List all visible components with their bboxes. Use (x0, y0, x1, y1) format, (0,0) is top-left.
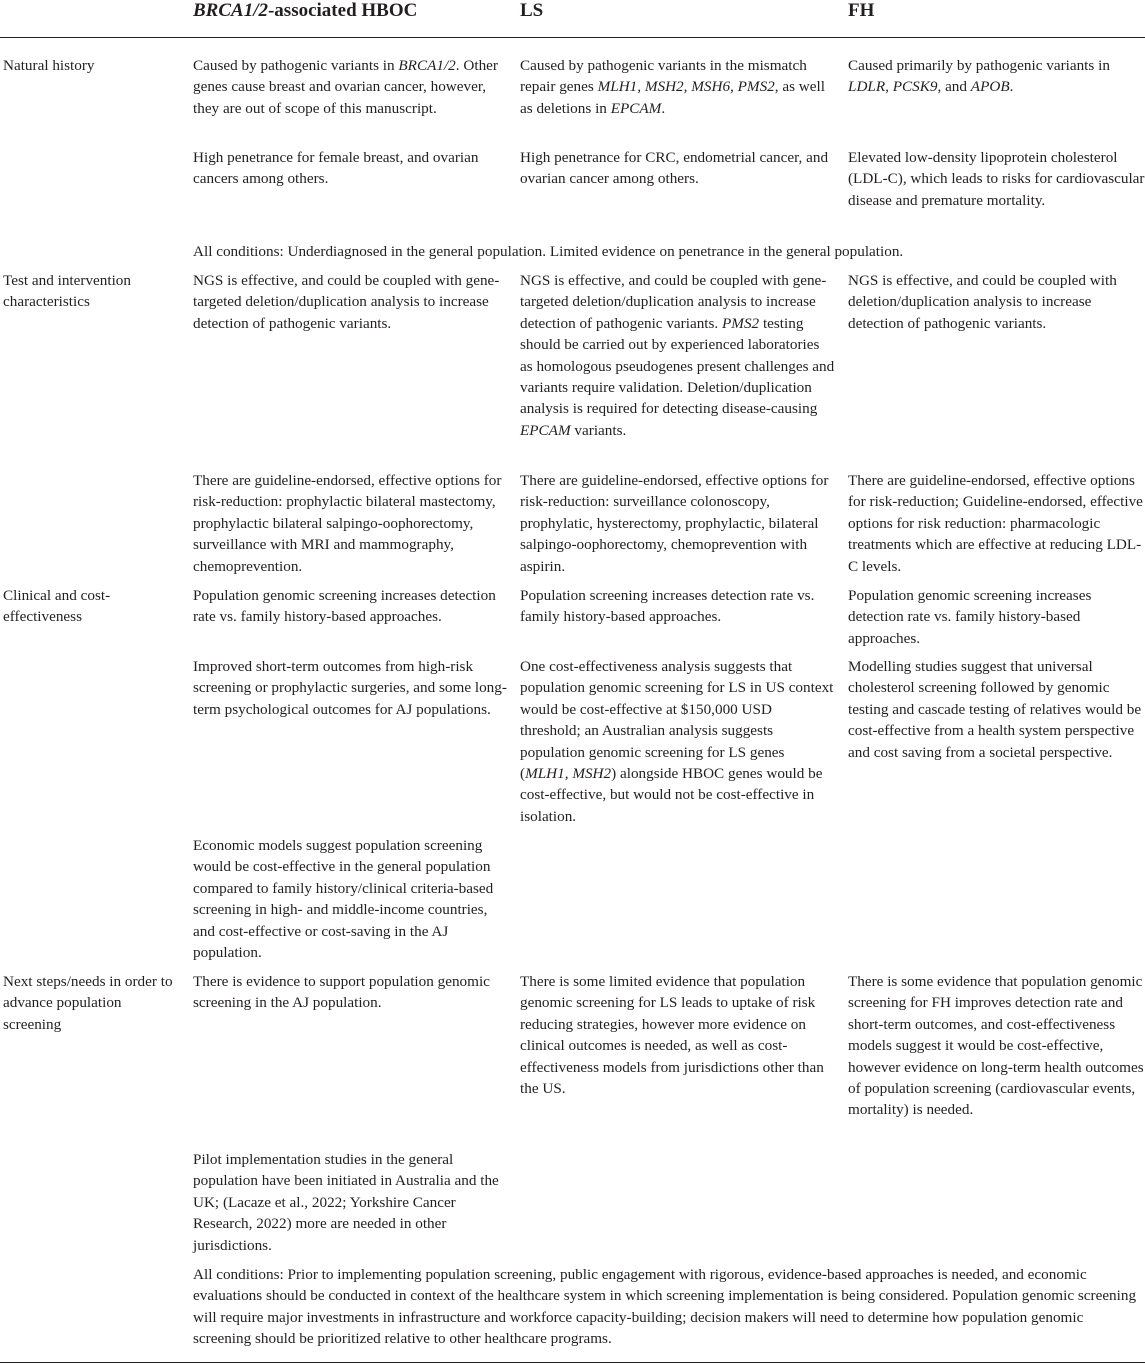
text-part: Caused by pathogenic variants in (193, 57, 399, 74)
nh-fh-penetrance: Elevated low-density lipoprotein cholesterol (LDL-C), which leads to risks for cardiovascular disease and premature mortality. (848, 149, 1145, 209)
gene-name: APOB (970, 78, 1010, 96)
nh-hboc-cause (193, 55, 508, 119)
clin-fh-detection: Population genomic screening increases detection rate vs. family history-based approaches. (848, 587, 1092, 647)
text-part: . (1009, 78, 1014, 96)
clin-ls-cost (520, 656, 835, 827)
bottom-rule (0, 1362, 1145, 1363)
clin-hboc-outcomes: Improved short-term outcomes from high-risk screening or prophylactic surgeries, and some long-term psychological outcomes for AJ populations. (193, 658, 507, 718)
gene-name: LDLR (848, 78, 886, 96)
nh-ls-cause (520, 55, 835, 119)
test-ls-ngs (520, 270, 835, 441)
test-hboc-ngs: NGS is effective, and could be coupled with gene-targeted deletion/duplication analysis to increase detection of pathogenic variants. (193, 272, 500, 332)
text-part: NGS is effective, and could be coupled with gene-targeted deletion/duplication analysis to increase detection of pathogenic variants. (520, 272, 827, 332)
test-ls-risk-reduction: There are guideline-endorsed, effective options for risk-reduction: surveillance colonoscopy, prophylatic, hysterectomy, prophylactic, bilateral salpingo-oophorectomy, chemoprevention with aspirin. (520, 472, 829, 575)
text-part: One cost-effectiveness analysis suggests that population genomic screening for LS in US context would be cost-effective at $150,000 USD threshold; an Australian analysis suggests population genomic screening for LS genes ( (520, 658, 834, 783)
clin-hboc-detection: Population genomic screening increases detection rate vs. family history-based approaches. (193, 587, 496, 626)
text-part: . (661, 99, 666, 117)
header-rule (0, 37, 1145, 38)
nh-ls-penetrance: High penetrance for CRC, endometrial cancer, and ovarian cancer among others. (520, 149, 829, 188)
text-part: ) alongside HBOC genes would be cost-effective, but would not be cost-effective in isolation. (520, 765, 823, 825)
text-part: . Other genes cause breast and ovarian cancer, however, they are out of scope of this manuscript. (193, 57, 498, 117)
header-hboc-rest: -associated HBOC (267, 0, 418, 21)
next-ls-evidence: There is some limited evidence that population genomic screening for LS leads to uptake of risk reducing strategies, however more evidence on clinical outcomes is needed, as well as cost-effectiveness models from jurisdictions other than the US. (520, 973, 824, 1098)
clin-hboc-economic: Economic models suggest population screening would be cost-effective in the general population compared to family history/clinical criteria-based screening in high- and middle-income countries, and cost-effective or cost-saving in the AJ population. (193, 837, 494, 962)
text-part: Caused primarily by pathogenic variants in (848, 57, 1110, 74)
gene-name: MLH1, MSH2, MSH6, PMS2 (597, 78, 775, 96)
row-label-clinical: Clinical and cost-effectiveness (3, 587, 111, 626)
gene-name: EPCAM (610, 99, 662, 117)
clin-ls-detection: Population screening increases detection rate vs. family history-based approaches. (520, 587, 815, 626)
nh-hboc-penetrance: High penetrance for female breast, and ovarian cancers among others. (193, 149, 479, 188)
next-fh-evidence: There is some evidence that population genomic screening for FH improves detection rate and short-term outcomes, and cost-effectiveness models suggest it would be cost-effective, however evidence on long-term health outcomes of population screening (cardiovascular events, mortality) is needed. (848, 973, 1144, 1119)
nh-fh-cause (848, 55, 1145, 98)
header-hboc-genes: BRCA1/2 (193, 0, 268, 21)
row-label-next-steps: Next steps/needs in order to advance population screening (3, 973, 173, 1033)
gene-name: PCSK9 (892, 78, 938, 96)
row-label-test: Test and intervention characteristics (3, 272, 131, 311)
gene-name: EPCAM (520, 421, 571, 439)
text-part: Caused by pathogenic variants in the mismatch repair genes (520, 57, 807, 96)
test-fh-ngs: NGS is effective, and could be coupled with deletion/duplication analysis to increase detection of pathogenic variants. (848, 272, 1117, 332)
header-ls: LS (520, 0, 544, 21)
text-part: variants. (570, 421, 627, 439)
gene-name: PMS2 (722, 314, 760, 332)
text-part: testing should be carried out by experienced laboratories as homologous pseudogenes present challenges and variants require validation. Deletion/duplication analysis is required for detecting disease-causing (520, 314, 835, 418)
next-hboc-evidence: There is evidence to support population genomic screening in the AJ population. (193, 973, 490, 1012)
text-part: , as well as deletions in (520, 78, 825, 117)
next-hboc-pilot: Pilot implementation studies in the general population have been initiated in Australia and the UK; (Lacaze et al., 2022; Yorkshire Cancer Research, 2022) more are needed in other jurisdictions. (193, 1151, 499, 1254)
next-all-conditions: All conditions: Prior to implementing population screening, public engagement with rigorous, evidence-based approaches is needed, and economic evaluations should be conducted in context of the healthcare system in which screening implementation is being considered. Population genomic screening will require major investments in infrastructure and workforce capacity-building; decision makers will need to determine how population genomic screening should be prioritized relative to other healthcare programs. (193, 1266, 1137, 1348)
test-fh-risk-reduction: There are guideline-endorsed, effective options for risk-reduction; Guideline-endorsed, effective options for risk reduction: pharmacologic treatments which are effective at reducing LDL-C levels. (848, 472, 1143, 575)
text-part: , and (937, 78, 971, 96)
gene-name: BRCA1/2 (398, 57, 456, 74)
header-hboc (193, 0, 417, 22)
text-part: , (885, 78, 893, 96)
header-fh: FH (848, 0, 875, 21)
test-hboc-risk-reduction: There are guideline-endorsed, effective options for risk-reduction: prophylactic bilateral mastectomy, prophylactic bilateral salpingo-oophorectomy, surveillance with MRI and mammography, chemoprevention. (193, 472, 502, 575)
clin-fh-modelling: Modelling studies suggest that universal cholesterol screening followed by genomic testing and cascade testing of relatives would be cost-effective from a health system perspective and cost saving from a societal perspective. (848, 658, 1142, 761)
row-label-natural-history: Natural history (3, 57, 95, 74)
nh-all-conditions: All conditions: Underdiagnosed in the general population. Limited evidence on penetrance in the general population. (193, 243, 904, 260)
gene-name: MLH1, MSH2 (525, 765, 612, 783)
